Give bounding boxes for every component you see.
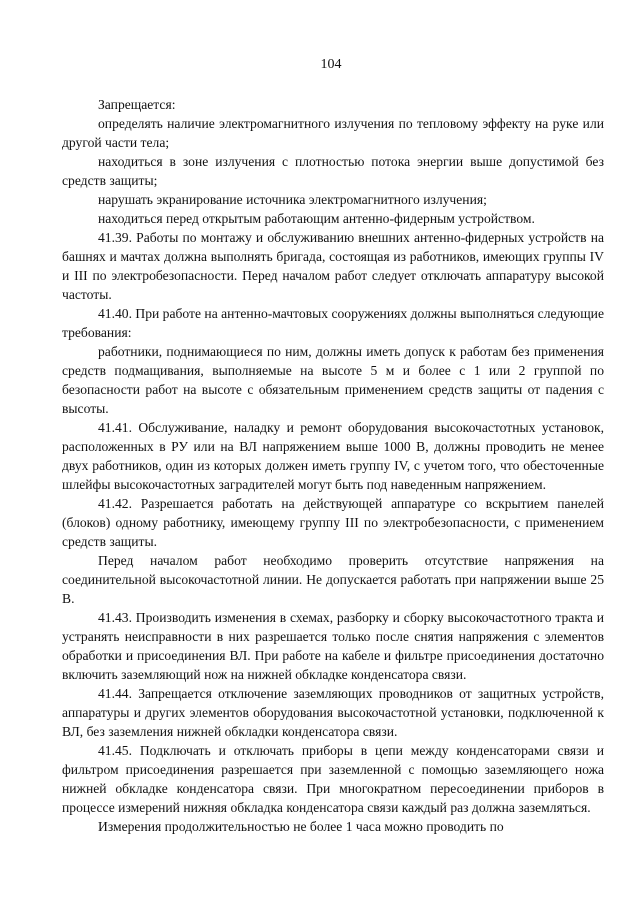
page-number: 104 (320, 57, 342, 72)
paragraph: определять наличие электромагнитного излучения по тепловому эффекту на руке или другой части тела; (62, 116, 604, 150)
paragraph: нарушать экранирование источника электромагнитного излучения; (98, 192, 487, 207)
paragraph: 41.42. Разрешается работать на действующей аппаратуре со вскрытием панелей (блоков) одному работнику, имеющему группу III по электробезопасности, с применением средств защиты. (62, 496, 604, 549)
paragraph: 41.40. При работе на антенно-мачтовых сооружениях должны выполняться следующие требования: (62, 306, 604, 340)
paragraph: работники, поднимающиеся по ним, должны иметь допуск к работам без применения средств подмащивания, выполняемые на высоте 5 м и более с 1 или 2 группой по безопасности работ на высоте с обязательным применением средств защиты от падения с высоты. (62, 344, 604, 416)
paragraph: 41.39. Работы по монтажу и обслуживанию внешних антенно-фидерных устройств на башнях и мачтах должна выполнять бригада, состоящая из работников, имеющих группы IV и III по электробезопасности. Перед началом работ следует отключать аппаратуру высокой частоты. (62, 230, 604, 302)
paragraph: Запрещается: (98, 97, 176, 112)
paragraph: 41.43. Производить изменения в схемах, разборку и сборку высокочастотного тракта и устранять неисправности в них разрешается только после снятия напряжения с элементов обработки и присоединения ВЛ. При работе на кабеле и фильтре присоединения достаточно включить заземляющий нож на нижней обкладке конденсатора связи. (62, 610, 604, 682)
paragraph: 41.45. Подключать и отключать приборы в цепи между конденсаторами связи и фильтром присоединения разрешается при заземленной с помощью заземляющего ножа нижней обкладке конденсатора связи. При многократном пересоединении приборов в процессе измерений нижняя обкладка конденсатора связи каждый раз должна заземляться. (62, 743, 604, 815)
document-body (62, 95, 604, 836)
paragraph: Перед началом работ необходимо проверить отсутствие напряжения на соединительной высокочастотной линии. Не допускается работать при напряжении выше 25 В. (62, 553, 604, 606)
paragraph: 41.44. Запрещается отключение заземляющих проводников от защитных устройств, аппаратуры и других элементов оборудования высокочастотной установки, подключенной к ВЛ, без заземления нижней обкладки конденсатора связи. (62, 686, 604, 739)
paragraph: 41.41. Обслуживание, наладку и ремонт оборудования высокочастотных установок, расположенных в РУ или на ВЛ напряжением выше 1000 В, должны проводить не менее двух работников, один из которых должен иметь группу IV, с учетом того, что обесточенные шлейфы высокочастотных заградителей могут быть под наведенным напряжением. (62, 420, 604, 492)
paragraph: находиться перед открытым работающим антенно-фидерным устройством. (98, 211, 535, 226)
paragraph: Измерения продолжительностью не более 1 часа можно проводить по (98, 819, 504, 834)
paragraph: находиться в зоне излучения с плотностью потока энергии выше допустимой без средств защиты; (62, 154, 604, 188)
